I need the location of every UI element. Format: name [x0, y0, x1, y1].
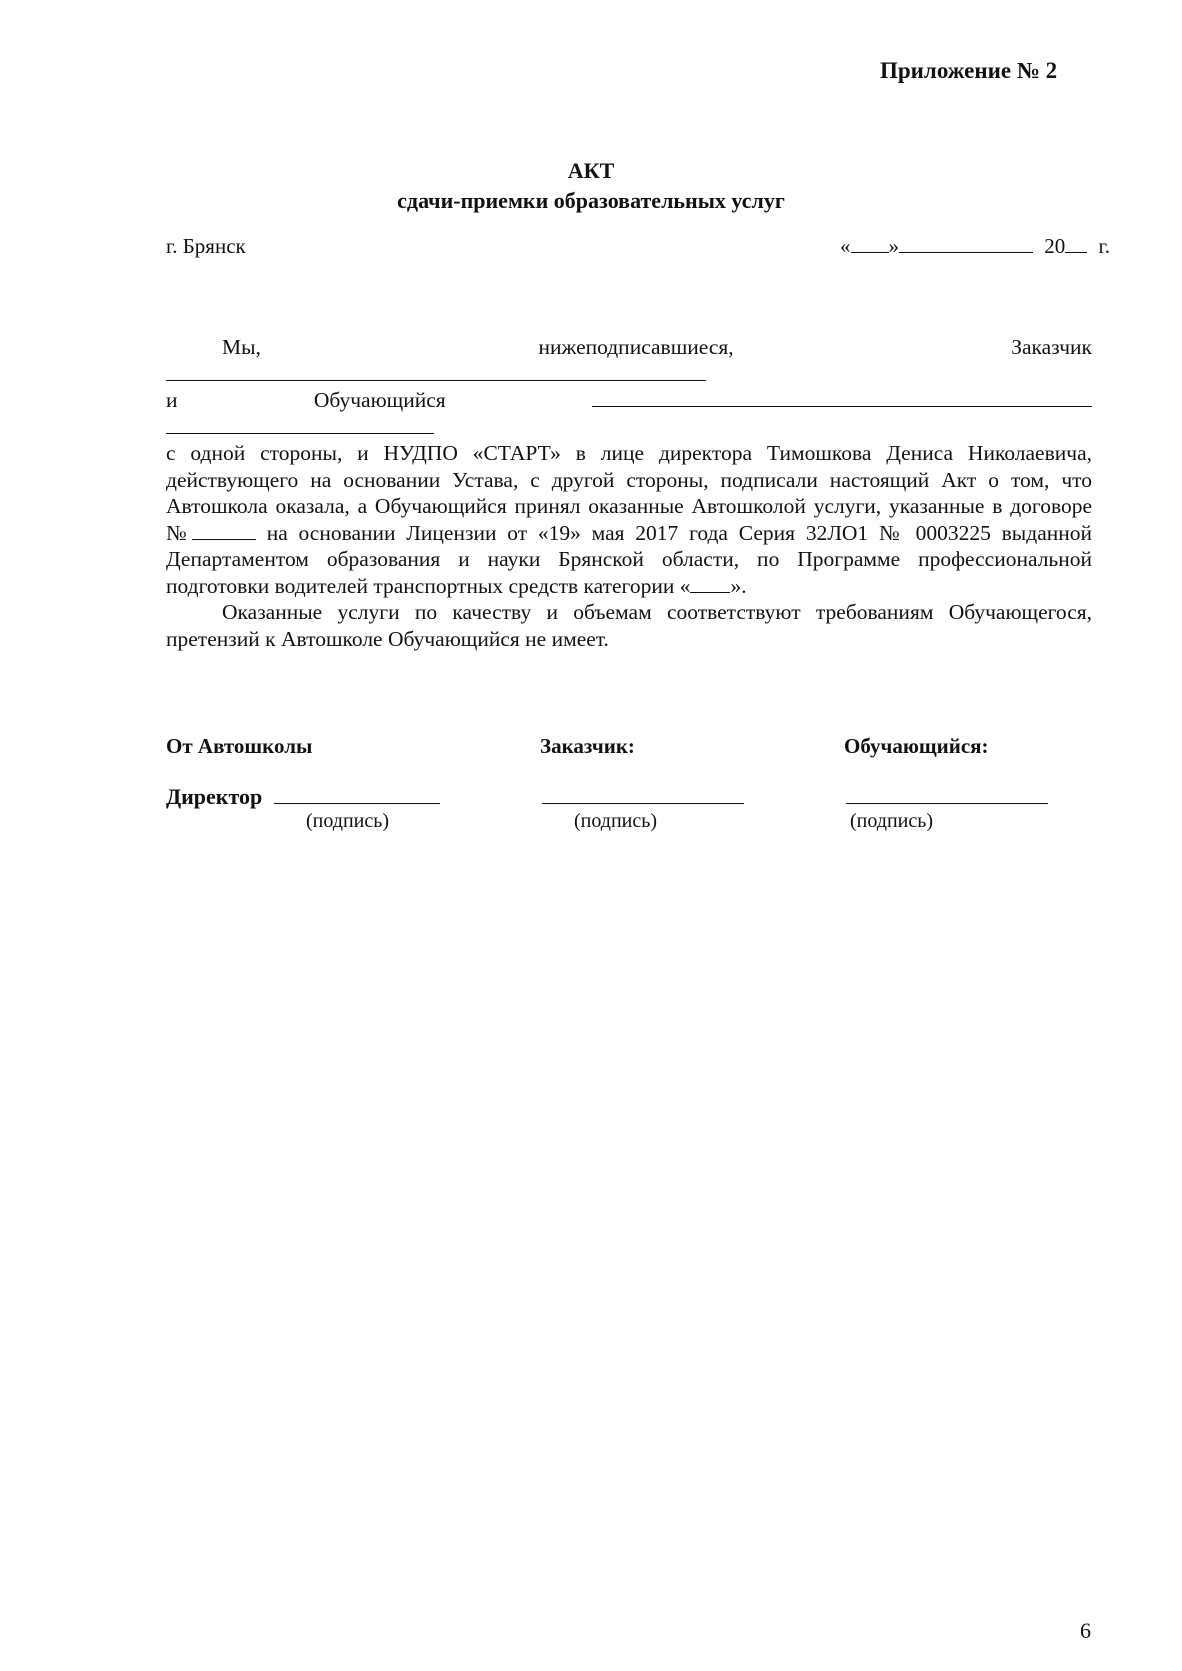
director-signature-blank: [274, 785, 440, 804]
student-name-blank-2: [166, 415, 434, 434]
customer-name-blank: [166, 362, 706, 381]
paragraph-2: Оказанные услуги по качеству и объемам соответствуют требованиям Обучающегося, претензий к Автошколе Обучающийся не имеет.: [166, 600, 1092, 651]
student-signature-blank: [846, 785, 1048, 804]
customer-signature-caption: (подпись): [574, 810, 658, 832]
student-signature-row: [846, 784, 1048, 810]
intro-line: [166, 334, 1092, 387]
act-body: [166, 334, 1092, 652]
customer-signature-heading: Заказчик:: [540, 734, 635, 758]
date-close-quote: »: [888, 234, 899, 258]
contract-number-sign: №: [166, 520, 192, 545]
paragraph-1: [166, 440, 1092, 599]
title-line-1: АКТ: [567, 158, 615, 183]
appendix-label: Приложение № 2: [880, 58, 1058, 83]
school-signature-heading: От Автошколы: [166, 734, 313, 758]
director-signature-caption: (подпись): [306, 810, 390, 832]
contract-number-blank: [192, 521, 256, 540]
paragraph-1-text-c: ».: [730, 573, 747, 598]
title-line-2: сдачи-приемки образовательных услуг: [397, 188, 785, 213]
paragraph-1-text-b: на основании Лицензии от «19» мая 2017 года Серия 32ЛО1 № 0003225 выданной Департаментом образования и науки Брянской области, по Программе профессиональной подготовки водителей транспортных средств категории «: [166, 520, 1093, 598]
director-signature-row: [166, 784, 440, 810]
month-blank: [899, 234, 1033, 253]
student-signature-caption: (подпись): [850, 810, 934, 832]
student-name-blank: [592, 388, 1092, 407]
category-blank: [690, 574, 730, 593]
year-prefix: 20: [1044, 234, 1066, 258]
student-line: [166, 387, 1092, 440]
director-label: Директор: [166, 784, 263, 809]
student-signature-heading: Обучающийся:: [844, 734, 989, 758]
customer-signature-row: [542, 784, 744, 810]
year-blank: [1065, 234, 1087, 253]
customer-signature-blank: [542, 785, 744, 804]
city-label: г. Брянск: [166, 234, 246, 258]
document-title: [0, 156, 1182, 216]
student-label: и Обучающийся: [166, 388, 446, 412]
day-blank: [851, 234, 889, 253]
intro-text: Мы, нижеподписавшиеся, Заказчик: [222, 335, 1092, 359]
paragraph-1-text-a: с одной стороны, и НУДПО «СТАРТ» в лице директора Тимошкова Дениса Николаевича, действующего на основании Устава, с другой стороны, подписали настоящий Акт о том, что Автошкола оказала, а Обучающийся принял оказанные Автошколой услуги, указанные в договоре: [166, 441, 1092, 518]
year-suffix: г.: [1098, 234, 1110, 258]
date-line: [840, 234, 1110, 259]
date-open-quote: «: [840, 234, 851, 258]
page-number: 6: [1080, 1618, 1091, 1643]
